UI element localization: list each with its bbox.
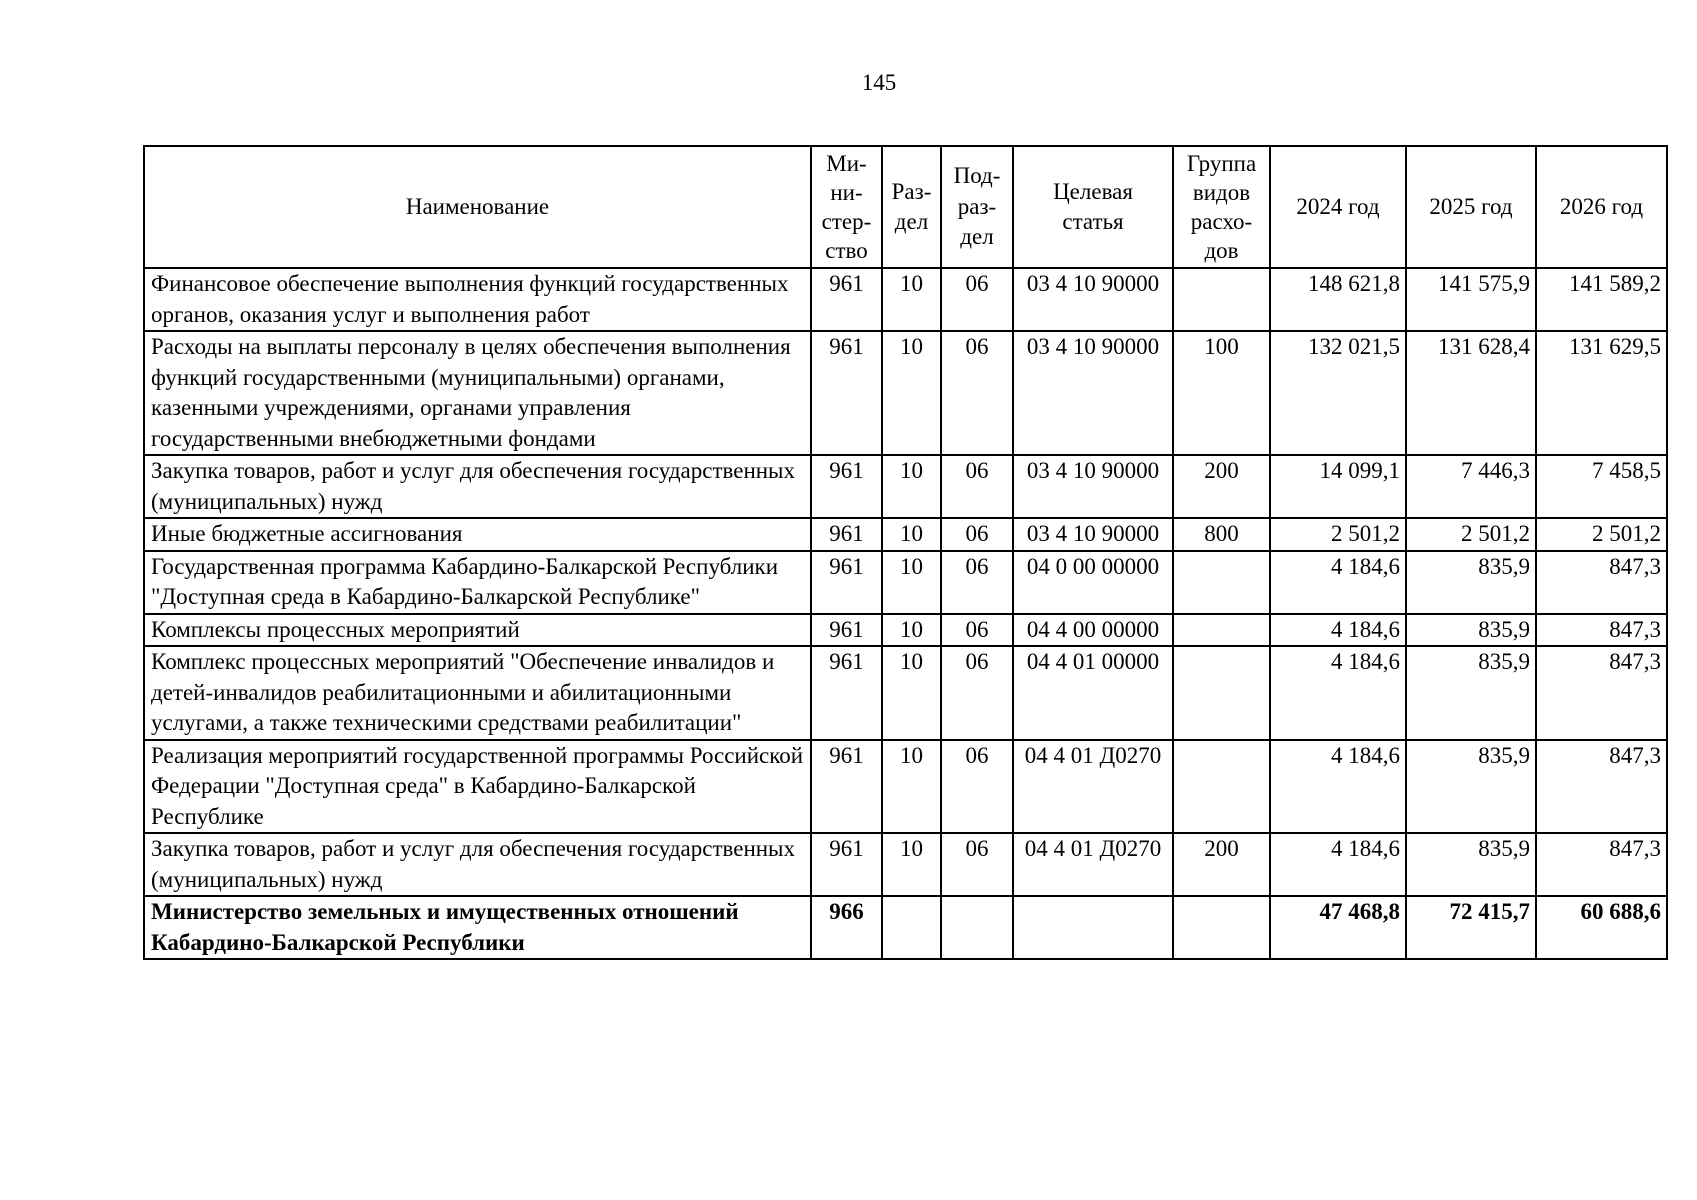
- cell-2024: 4 184,6: [1270, 614, 1406, 647]
- cell-2024: 47 468,8: [1270, 896, 1406, 959]
- table-row: [144, 896, 1667, 959]
- cell-subsection: 06: [941, 518, 1013, 551]
- cell-expense-group: [1173, 551, 1270, 614]
- cell-name: Закупка товаров, работ и услуг для обеспечения государственных (муниципальных) нужд: [144, 455, 811, 518]
- cell-name: Реализация мероприятий государственной программы Российской Федерации "Доступная среда" в Кабардино-Балкарской Республике: [144, 740, 811, 834]
- cell-ministry: 961: [811, 551, 882, 614]
- header-expense-group: Группа видов расхо- дов: [1173, 146, 1270, 268]
- cell-2026: 847,3: [1536, 551, 1667, 614]
- cell-target-article: [1013, 896, 1173, 959]
- cell-expense-group: [1173, 268, 1270, 331]
- cell-subsection: 06: [941, 268, 1013, 331]
- table-header-row: [144, 146, 1667, 268]
- cell-2026: 847,3: [1536, 646, 1667, 740]
- cell-expense-group: [1173, 896, 1270, 959]
- cell-ministry: 961: [811, 455, 882, 518]
- cell-target-article: 03 4 10 90000: [1013, 518, 1173, 551]
- cell-expense-group: 200: [1173, 455, 1270, 518]
- cell-name: Государственная программа Кабардино-Балкарской Республики "Доступная среда в Кабардино-Балкарской Республике": [144, 551, 811, 614]
- table-row: [144, 518, 1667, 551]
- cell-subsection: 06: [941, 455, 1013, 518]
- cell-2025: 835,9: [1406, 614, 1536, 647]
- cell-ministry: 966: [811, 896, 882, 959]
- header-name: Наименование: [144, 146, 811, 268]
- cell-target-article: 04 4 00 00000: [1013, 614, 1173, 647]
- cell-2024: 2 501,2: [1270, 518, 1406, 551]
- cell-subsection: 06: [941, 740, 1013, 834]
- table-row: [144, 833, 1667, 896]
- cell-name: Закупка товаров, работ и услуг для обеспечения государственных (муниципальных) нужд: [144, 833, 811, 896]
- cell-2026: 7 458,5: [1536, 455, 1667, 518]
- cell-2025: 835,9: [1406, 833, 1536, 896]
- header-subsection: Под- раз- дел: [941, 146, 1013, 268]
- table-row: [144, 331, 1667, 455]
- cell-subsection: 06: [941, 331, 1013, 455]
- cell-expense-group: [1173, 740, 1270, 834]
- cell-target-article: 04 4 01 Д0270: [1013, 833, 1173, 896]
- cell-subsection: 06: [941, 833, 1013, 896]
- cell-ministry: 961: [811, 268, 882, 331]
- cell-ministry: 961: [811, 646, 882, 740]
- budget-table: [143, 145, 1668, 960]
- cell-target-article: 03 4 10 90000: [1013, 455, 1173, 518]
- cell-2025: 7 446,3: [1406, 455, 1536, 518]
- table-row: [144, 268, 1667, 331]
- cell-2025: 131 628,4: [1406, 331, 1536, 455]
- cell-expense-group: [1173, 646, 1270, 740]
- cell-2024: 148 621,8: [1270, 268, 1406, 331]
- cell-2026: 847,3: [1536, 833, 1667, 896]
- cell-name: Иные бюджетные ассигнования: [144, 518, 811, 551]
- cell-ministry: 961: [811, 518, 882, 551]
- cell-2026: 2 501,2: [1536, 518, 1667, 551]
- cell-subsection: 06: [941, 646, 1013, 740]
- cell-subsection: [941, 896, 1013, 959]
- table-row: [144, 740, 1667, 834]
- cell-2026: 847,3: [1536, 614, 1667, 647]
- header-2025: 2025 год: [1406, 146, 1536, 268]
- cell-ministry: 961: [811, 740, 882, 834]
- cell-2026: 847,3: [1536, 740, 1667, 834]
- cell-2025: 141 575,9: [1406, 268, 1536, 331]
- cell-name: Министерство земельных и имущественных отношений Кабардино-Балкарской Республики: [144, 896, 811, 959]
- cell-name: Финансовое обеспечение выполнения функций государственных органов, оказания услуг и выполнения работ: [144, 268, 811, 331]
- cell-target-article: 04 4 01 Д0270: [1013, 740, 1173, 834]
- cell-section: 10: [882, 740, 941, 834]
- cell-expense-group: [1173, 614, 1270, 647]
- cell-section: 10: [882, 331, 941, 455]
- cell-name: Комплексы процессных мероприятий: [144, 614, 811, 647]
- cell-2025: 835,9: [1406, 646, 1536, 740]
- cell-2026: 60 688,6: [1536, 896, 1667, 959]
- cell-ministry: 961: [811, 614, 882, 647]
- cell-section: 10: [882, 646, 941, 740]
- cell-section: 10: [882, 518, 941, 551]
- cell-ministry: 961: [811, 833, 882, 896]
- table-row: [144, 614, 1667, 647]
- header-section: Раз- дел: [882, 146, 941, 268]
- cell-section: [882, 896, 941, 959]
- cell-2025: 72 415,7: [1406, 896, 1536, 959]
- page-number: 145: [861, 70, 897, 95]
- cell-2026: 131 629,5: [1536, 331, 1667, 455]
- cell-section: 10: [882, 551, 941, 614]
- cell-2025: 835,9: [1406, 740, 1536, 834]
- header-target-article: Целевая статья: [1013, 146, 1173, 268]
- cell-section: 10: [882, 268, 941, 331]
- cell-target-article: 04 0 00 00000: [1013, 551, 1173, 614]
- header-2026: 2026 год: [1536, 146, 1667, 268]
- cell-expense-group: 100: [1173, 331, 1270, 455]
- cell-expense-group: 800: [1173, 518, 1270, 551]
- cell-section: 10: [882, 455, 941, 518]
- cell-2024: 14 099,1: [1270, 455, 1406, 518]
- header-ministry: Ми- ни- стер- ство: [811, 146, 882, 268]
- cell-2024: 4 184,6: [1270, 833, 1406, 896]
- cell-2025: 835,9: [1406, 551, 1536, 614]
- cell-ministry: 961: [811, 331, 882, 455]
- cell-2024: 132 021,5: [1270, 331, 1406, 455]
- cell-2026: 141 589,2: [1536, 268, 1667, 331]
- cell-subsection: 06: [941, 614, 1013, 647]
- cell-2024: 4 184,6: [1270, 551, 1406, 614]
- cell-expense-group: 200: [1173, 833, 1270, 896]
- cell-section: 10: [882, 833, 941, 896]
- cell-subsection: 06: [941, 551, 1013, 614]
- table-row: [144, 455, 1667, 518]
- cell-target-article: 03 4 10 90000: [1013, 268, 1173, 331]
- table-row: [144, 646, 1667, 740]
- cell-section: 10: [882, 614, 941, 647]
- cell-name: Комплекс процессных мероприятий "Обеспечение инвалидов и детей-инвалидов реабилитационными и абилитационными услугами, а также техническими средствами реабилитации": [144, 646, 811, 740]
- cell-target-article: 04 4 01 00000: [1013, 646, 1173, 740]
- header-2024: 2024 год: [1270, 146, 1406, 268]
- cell-2025: 2 501,2: [1406, 518, 1536, 551]
- cell-2024: 4 184,6: [1270, 740, 1406, 834]
- cell-target-article: 03 4 10 90000: [1013, 331, 1173, 455]
- table-row: [144, 551, 1667, 614]
- cell-2024: 4 184,6: [1270, 646, 1406, 740]
- cell-name: Расходы на выплаты персоналу в целях обеспечения выполнения функций государственными (муниципальными) органами, казенными учреждениями, органами управления государственными внебюджетными фондами: [144, 331, 811, 455]
